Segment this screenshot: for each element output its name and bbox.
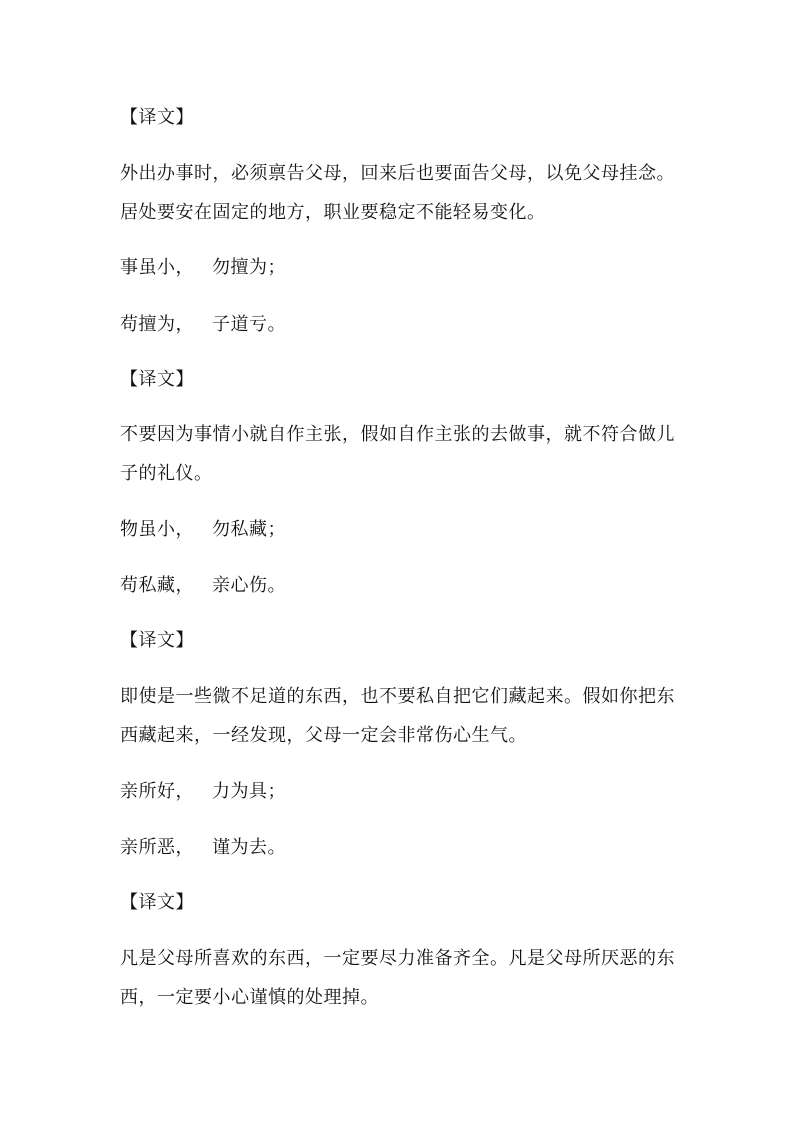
verse-part: 子道亏。	[212, 314, 286, 335]
translation-line: 不要因为事情小就自作主张，假如自作主张的去做事，就不符合做儿	[120, 424, 675, 445]
verse-part: 力为具；	[212, 781, 286, 802]
translation-line: 即使是一些微不足道的东西，也不要私自把它们藏起来。假如你把东	[120, 686, 675, 707]
section-heading: 【译文】	[120, 369, 194, 390]
verse-line	[120, 518, 286, 542]
translation-line: 子的礼仪。	[120, 463, 213, 484]
translation-line: 居处要安在固定的地方，职业要稳定不能轻易变化。	[120, 202, 546, 223]
verse-part: 谨为去。	[212, 837, 286, 858]
verse-part: 勿私藏；	[212, 519, 286, 540]
translation-line: 西，一定要小心谨慎的处理掉。	[120, 987, 379, 1008]
verse-part: 苟私藏，	[120, 575, 194, 596]
verse-line	[120, 313, 286, 337]
verse-line	[120, 256, 286, 280]
translation-line: 外出办事时，必须禀告父母，回来后也要面告父母，以免父母挂念。	[120, 163, 675, 184]
verse-line	[120, 780, 286, 804]
translation-line: 西藏起来，一经发现，父母一定会非常伤心生气。	[120, 725, 527, 746]
verse-part: 亲心伤。	[212, 575, 286, 596]
verse-part: 亲所恶，	[120, 837, 194, 858]
verse-line	[120, 836, 286, 860]
verse-part: 勿擅为；	[212, 257, 286, 278]
verse-part: 物虽小，	[120, 519, 194, 540]
section-heading: 【译文】	[120, 892, 194, 913]
section-heading: 【译文】	[120, 630, 194, 651]
verse-part: 事虽小，	[120, 257, 194, 278]
verse-line	[120, 574, 286, 598]
section-heading: 【译文】	[120, 107, 194, 128]
translation-line: 凡是父母所喜欢的东西，一定要尽力准备齐全。凡是父母所厌恶的东	[120, 948, 675, 969]
verse-part: 亲所好，	[120, 781, 194, 802]
verse-part: 苟擅为，	[120, 314, 194, 335]
